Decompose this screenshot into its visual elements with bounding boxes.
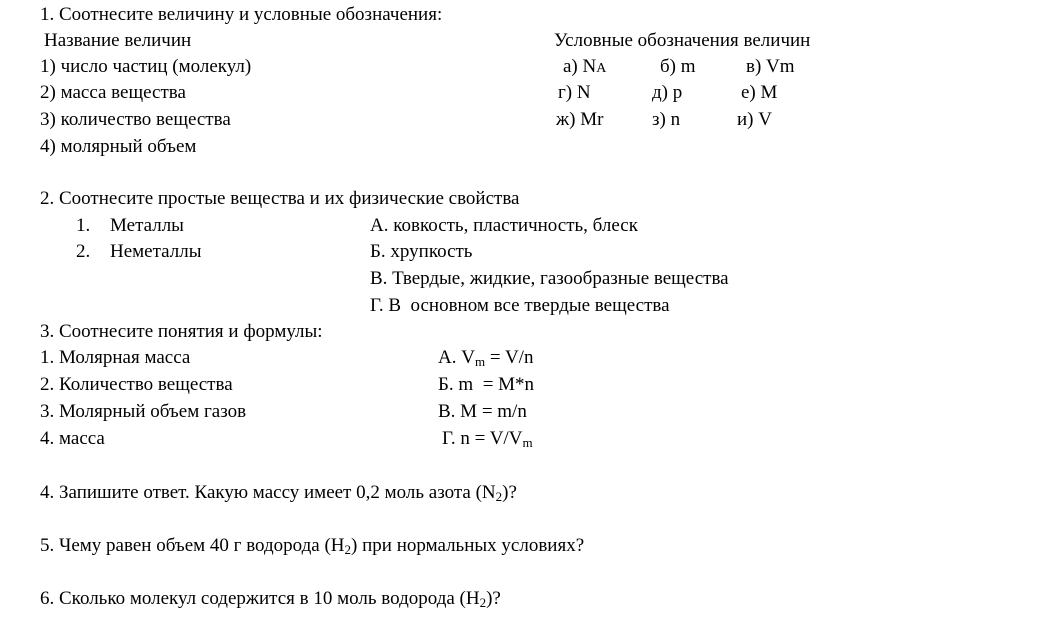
q1-symbol-z: з) n [652, 109, 681, 130]
q2-item-1-label: Металлы [110, 215, 184, 236]
q1-symbol-g: г) N [558, 82, 591, 103]
q1-item-1: 1) число частиц (молекул) [40, 56, 252, 77]
q1-symbol-i: и) V [737, 109, 772, 130]
q3-item-1: 1. Молярная масса [40, 347, 191, 368]
q2-property-g: Г. В основном все твердые вещества [370, 295, 670, 316]
q1-item-4: 4) молярный объем [40, 136, 197, 157]
q1-symbol-zh: ж) Mr [556, 109, 604, 130]
q2-property-b: Б. хрупкость [370, 241, 473, 262]
q2-item-2-label: Неметаллы [110, 241, 202, 262]
q1-item-2: 2) масса вещества [40, 82, 186, 103]
q3-item-3: 3. Молярный объем газов [40, 401, 247, 422]
q1-title: 1. Соотнесите величину и условные обозначения: [40, 4, 443, 25]
q1-symbol-e: е) M [741, 82, 778, 103]
q2-property-v: В. Твердые, жидкие, газообразные вещества [370, 268, 729, 289]
q1-symbol-b: б) m [660, 56, 696, 77]
q3-formula-a: А. $V_m = V/n$ [438, 347, 534, 369]
q3-formula-g: Г. $n = V/V_m$ [442, 428, 533, 450]
q1-item-3: 3) количество вещества [40, 109, 231, 130]
q2-item-2-number: 2. [76, 241, 91, 262]
q3-item-4: 4. масса [40, 428, 105, 449]
q3-title: 3. Соотнесите понятия и формулы: [40, 321, 323, 342]
q2-item-1-number: 1. [76, 215, 91, 236]
q6-text: 6. Сколько молекул содержится в 10 моль водорода $(H_2)$? [40, 588, 501, 610]
q1-symbol-v: в) Vm [746, 56, 795, 77]
q3-formula-b: Б. m = M*n [438, 374, 535, 395]
q1-symbol-d: д) p [652, 82, 683, 103]
q2-title: 2. Соотнесите простые вещества и их физические свойства [40, 188, 520, 209]
q1-left-header: Название величин [44, 30, 192, 51]
q3-item-2: 2. Количество вещества [40, 374, 233, 395]
q1-right-header: Условные обозначения величин [554, 30, 811, 51]
q2-property-a: А. ковкость, пластичность, блеск [370, 215, 638, 236]
q1-symbol-a: а) NА [563, 56, 607, 77]
q3-formula-v: В. M = m/n [438, 401, 527, 422]
q4-text: 4. Запишите ответ. Какую массу имеет 0,2 моль азота $(N_2)$? [40, 482, 517, 504]
q5-text: 5. Чему равен объем 40 г водорода $(H_2)$ при нормальных условиях? [40, 535, 585, 557]
